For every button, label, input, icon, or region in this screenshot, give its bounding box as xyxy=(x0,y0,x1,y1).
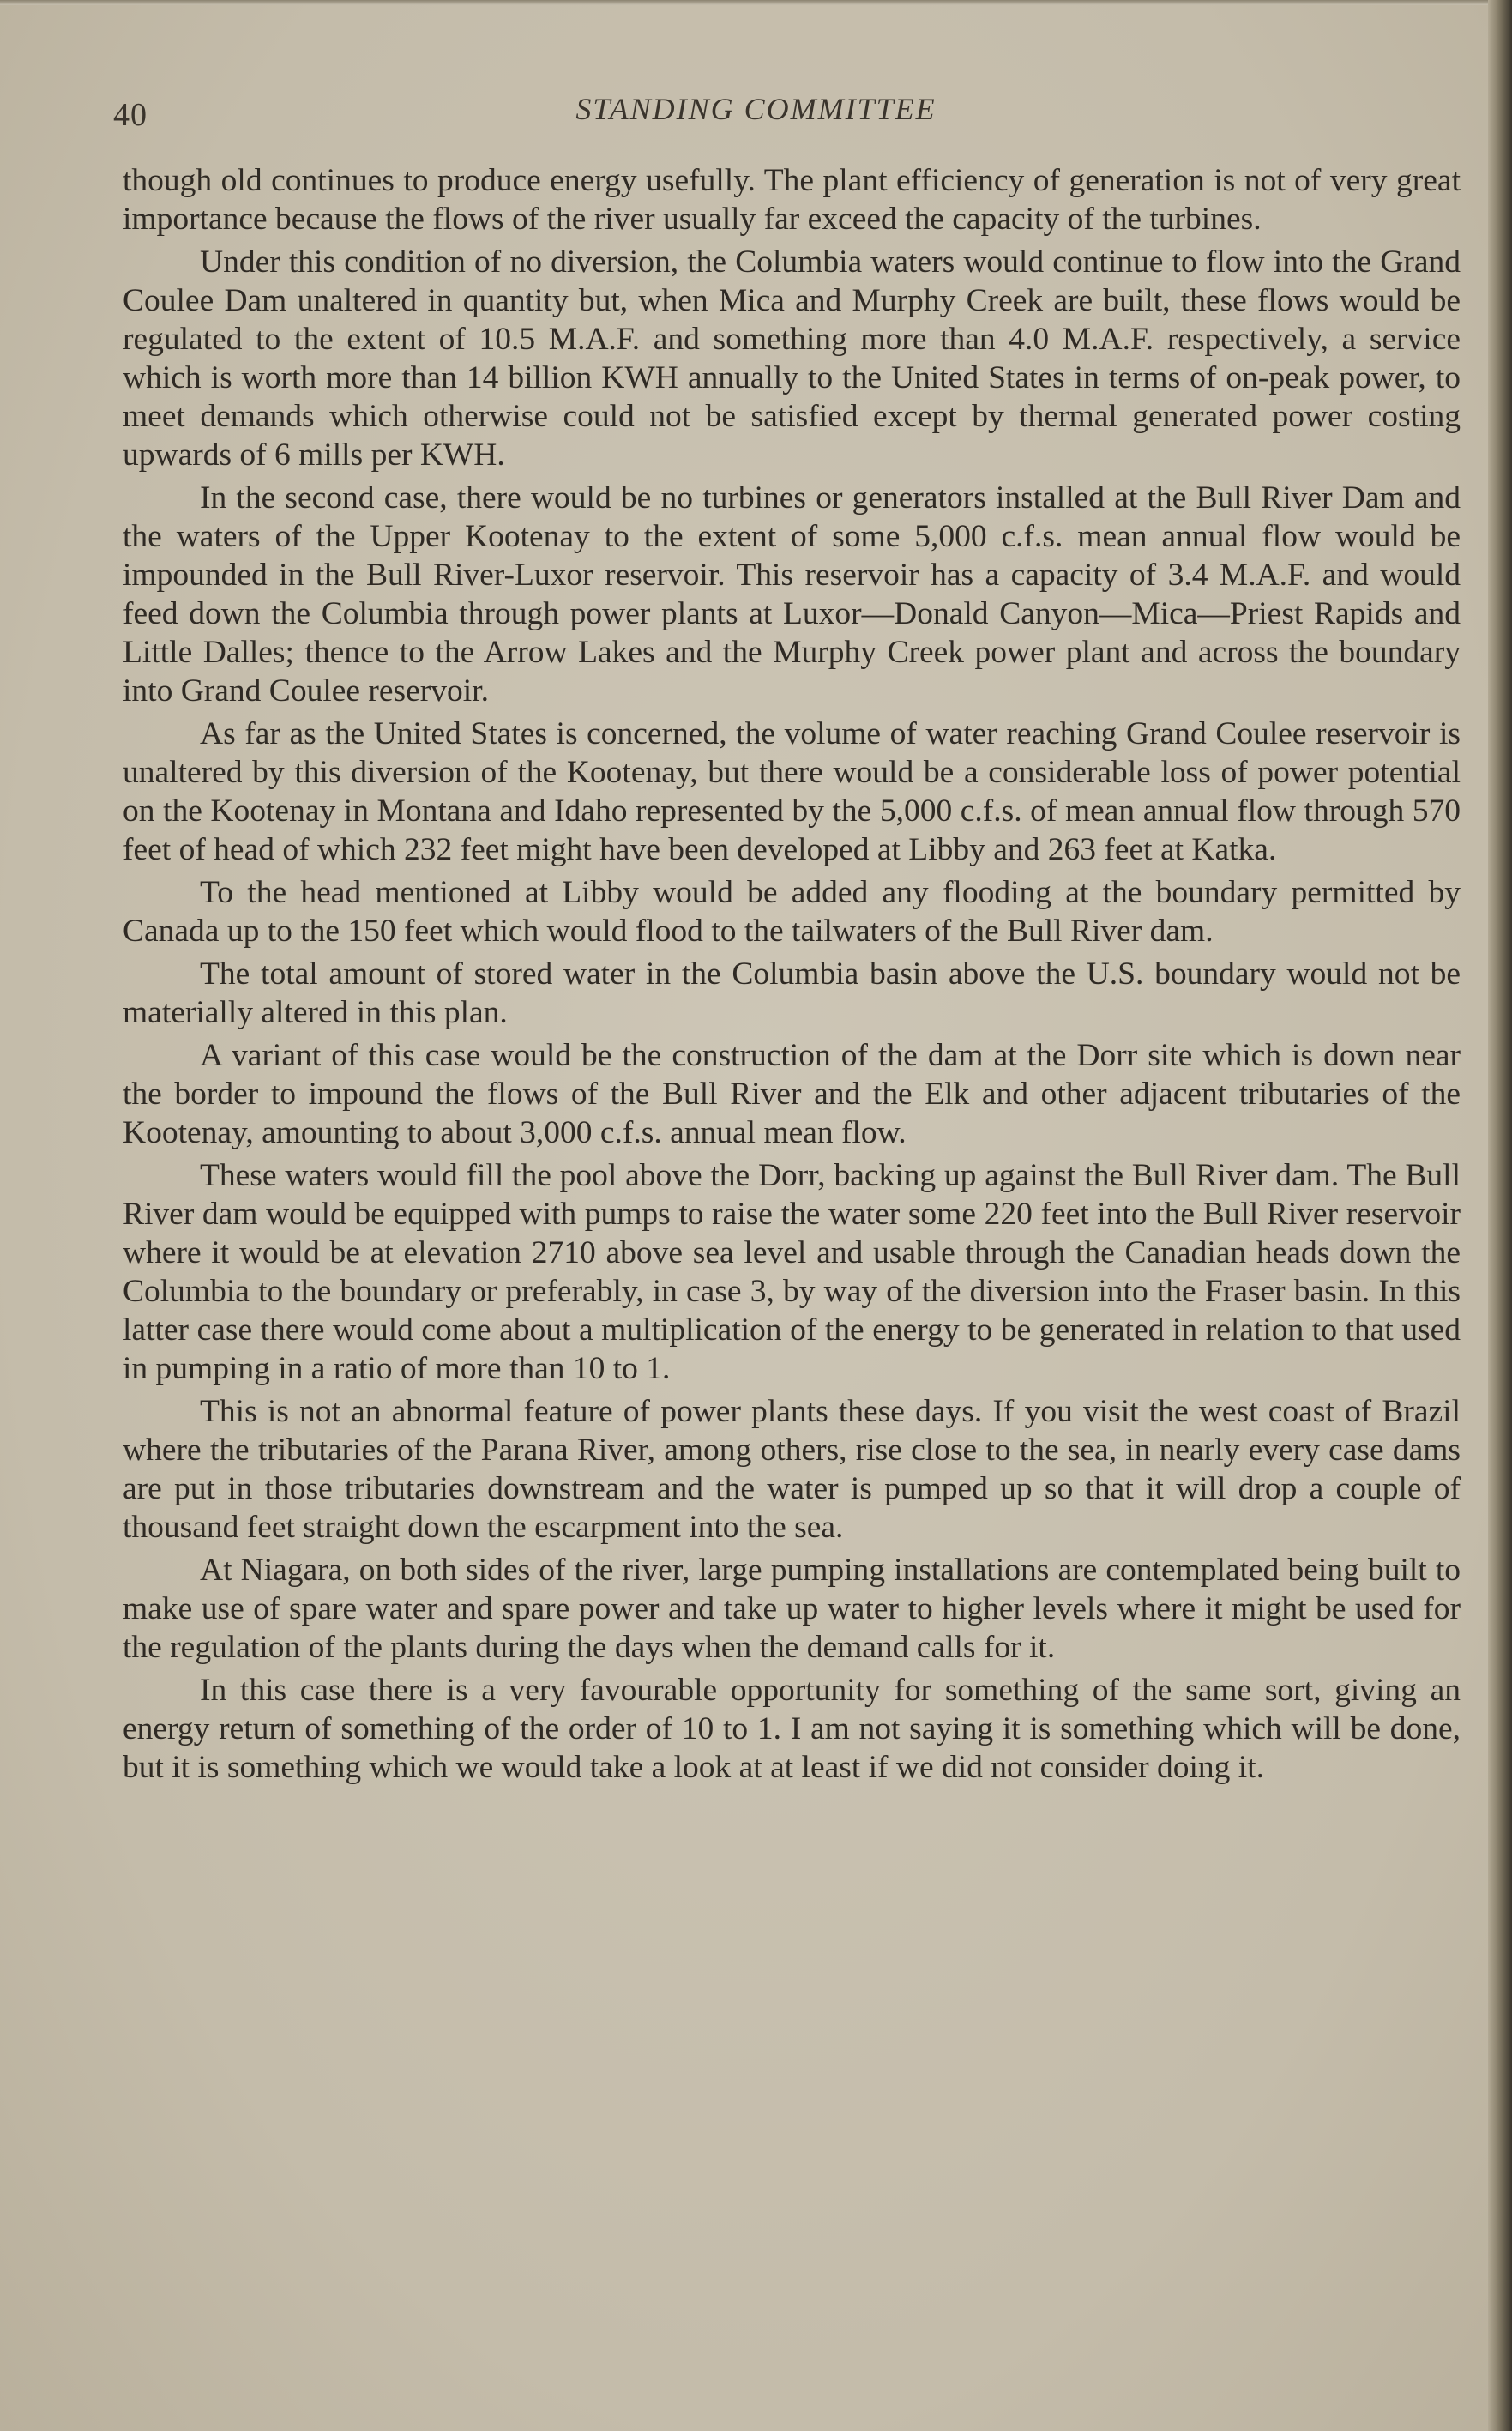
paragraph-second-case: In the second case, there would be no turbines or generators installed at the Bull River Dam and the waters of the Upper Kootenay to the extent of some 5,000 c.f.s. mean annual flow would be impounded in the Bull River-Luxor reservoir. This reservoir has a capacity of 3.4 M.A.F. and would feed down the Columbia through power plants at Luxor—Donald Canyon—Mica—Priest Rapids and Little Dalles; thence to the Arrow Lakes and the Murphy Creek power plant and across the boundary into Grand Coulee reservoir. xyxy=(123,480,1461,709)
paragraph-niagara: At Niagara, on both sides of the river, large pumping installations are contemplated being built to make use of spare water and spare power and take up water to higher levels where it might be used for the regulation of the plants during the days when the demand calls for it. xyxy=(123,1553,1461,1665)
page-binding-edge xyxy=(1488,0,1512,2431)
paragraph-continued: though old continues to produce energy usefully. The plant efficiency of generation is not of very great importance because the flows of the river usually far exceed the capacity of the turbines. xyxy=(123,163,1461,237)
paragraph-brazil: This is not an abnormal feature of power plants these days. If you visit the west coast of Brazil where the tributaries of the Parana River, among others, rise close to the sea, in nearly every case dams are put in those tributaries downstream and the water is pumped up so that it will drop a couple of thousand feet straight down the escarpment into the sea. xyxy=(123,1394,1461,1545)
page-number: 40 xyxy=(113,97,148,133)
paragraph-dorr-variant: A variant of this case would be the construction of the dam at the Dorr site which is down near the border to impound the flows of the Bull River and the Elk and other adjacent tributaries of the Kootenay, amounting to about 3,000 c.f.s. annual mean flow. xyxy=(123,1038,1461,1150)
paragraph-libby-head: To the head mentioned at Libby would be added any flooding at the boundary permitted by Canada up to the 150 feet which would flood to the tailwaters of the Bull River dam. xyxy=(123,875,1461,949)
body-text xyxy=(123,161,1461,1791)
paragraph-united-states: As far as the United States is concerned, the volume of water reaching Grand Coulee reservoir is unaltered by this diversion of the Kootenay, but there would be a considerable loss of power potential on the Kootenay in Montana and Idaho represented by the 5,000 c.f.s. of mean annual flow through 570 feet of head of which 232 feet might have been developed at Libby and 263 feet at Katka. xyxy=(123,716,1461,867)
page-top-edge xyxy=(0,0,1512,5)
running-head: STANDING COMMITTEE xyxy=(575,92,937,126)
paragraph-stored-water: The total amount of stored water in the Columbia basin above the U.S. boundary would not be materially altered in this plan. xyxy=(123,956,1461,1030)
paragraph-opportunity: In this case there is a very favourable opportunity for something of the same sort, giving an energy return of something of the order of 10 to 1. I am not saying it is something which will be done, but it is something which we would take a look at at least if we did not consider doing it. xyxy=(123,1673,1461,1785)
paragraph-no-diversion: Under this condition of no diversion, the Columbia waters would continue to flow into the Grand Coulee Dam unaltered in quantity but, when Mica and Murphy Creek are built, these flows would be regulated to the extent of 10.5 M.A.F. and something more than 4.0 M.A.F. respectively, a service which is worth more than 14 billion KWH annually to the United States in terms of on-peak power, to meet demands which otherwise could not be satisfied except by thermal generated power costing upwards of 6 mills per KWH. xyxy=(123,244,1461,473)
paragraph-pumping: These waters would fill the pool above the Dorr, backing up against the Bull River dam. The Bull River dam would be equipped with pumps to raise the water some 220 feet into the Bull River reservoir where it would be at elevation 2710 above sea level and usable through the Canadian heads down the Columbia to the boundary or preferably, in case 3, by way of the diversion into the Fraser basin. In this latter case there would come about a multiplication of the energy to be generated in relation to that used in pumping in a ratio of more than 10 to 1. xyxy=(123,1158,1461,1386)
